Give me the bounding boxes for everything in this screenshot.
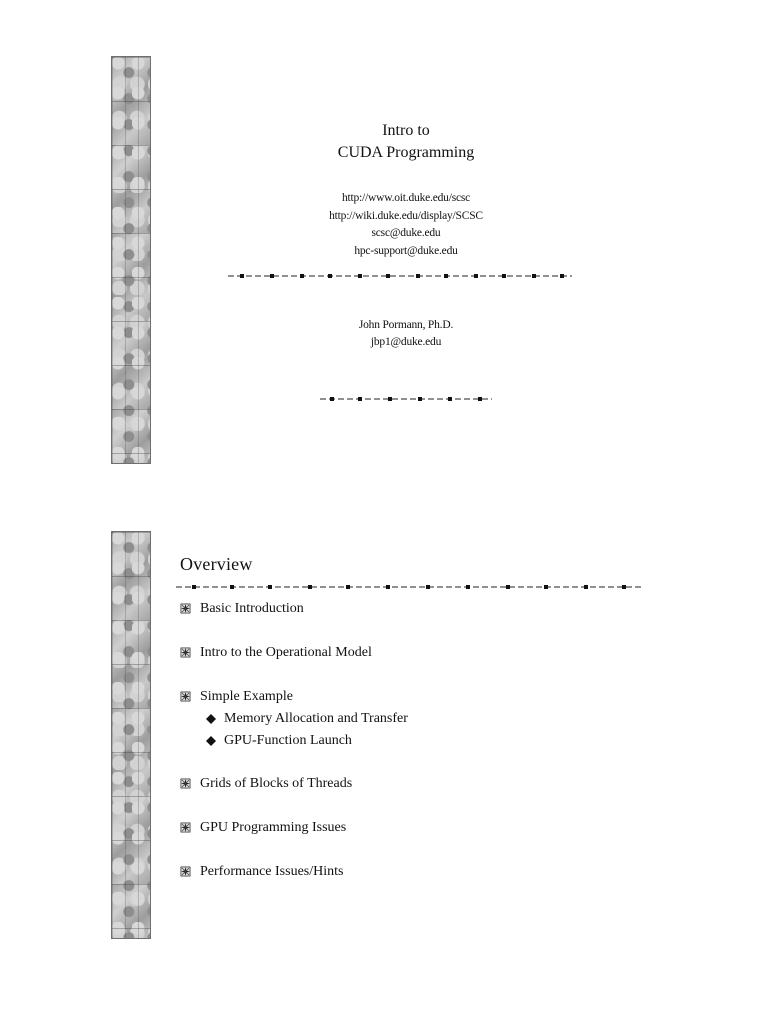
sub-bullet-item bbox=[180, 710, 408, 728]
slide2-divider bbox=[176, 582, 642, 592]
bullet-label: Grids of Blocks of Threads bbox=[200, 776, 353, 791]
bullet-item bbox=[180, 775, 408, 793]
slide1-divider-bottom bbox=[320, 394, 492, 404]
sub-bullet-label: Memory Allocation and Transfer bbox=[224, 711, 408, 726]
link-wiki-scsc[interactable]: http://wiki.duke.edu/display/SCSC bbox=[329, 209, 483, 222]
slide1-title bbox=[150, 120, 662, 164]
slide2-title: Overview bbox=[180, 554, 253, 574]
email-scsc[interactable]: scsc@duke.edu bbox=[371, 227, 441, 239]
slide1-title-line1: Intro to bbox=[382, 122, 430, 139]
slide1-links bbox=[150, 190, 662, 260]
starburst-bullet-icon bbox=[180, 647, 191, 658]
bullet-item bbox=[180, 819, 408, 837]
starburst-bullet-icon bbox=[180, 778, 191, 789]
slide1-divider-top bbox=[228, 271, 572, 281]
sub-bullet-item bbox=[180, 732, 408, 750]
slide1-title-line2: CUDA Programming bbox=[337, 144, 475, 161]
bullet-label: Basic Introduction bbox=[200, 601, 304, 616]
slide2-decorative-sidebar bbox=[111, 531, 151, 939]
author-email[interactable]: jbp1@duke.edu bbox=[370, 336, 442, 348]
bullet-label: Simple Example bbox=[200, 689, 293, 704]
dashed-divider-icon bbox=[320, 394, 492, 404]
bullet-item bbox=[180, 688, 408, 706]
sub-bullet-label: GPU-Function Launch bbox=[224, 733, 352, 748]
overview-bullet-list bbox=[180, 600, 408, 881]
bullet-label: Performance Issues/Hints bbox=[200, 864, 344, 879]
diamond-bullet-icon bbox=[206, 736, 216, 746]
slide1-decorative-sidebar bbox=[111, 56, 151, 464]
dashed-divider-icon bbox=[228, 271, 572, 281]
bullet-item bbox=[180, 644, 408, 662]
email-hpc-support[interactable]: hpc-support@duke.edu bbox=[354, 244, 458, 257]
bullet-label: Intro to the Operational Model bbox=[200, 645, 372, 660]
author-name: John Pormann, Ph.D. bbox=[358, 319, 454, 331]
bullet-item bbox=[180, 863, 408, 881]
diamond-bullet-icon bbox=[206, 714, 216, 724]
slide1-author bbox=[150, 317, 662, 351]
starburst-bullet-icon bbox=[180, 691, 191, 702]
starburst-bullet-icon bbox=[180, 822, 191, 833]
dashed-divider-icon bbox=[176, 582, 642, 592]
bullet-label: GPU Programming Issues bbox=[200, 820, 347, 835]
link-oit-scsc[interactable]: http://www.oit.duke.edu/scsc bbox=[341, 192, 471, 204]
bullet-item bbox=[180, 600, 408, 618]
starburst-bullet-icon bbox=[180, 603, 191, 614]
starburst-bullet-icon bbox=[180, 866, 191, 877]
